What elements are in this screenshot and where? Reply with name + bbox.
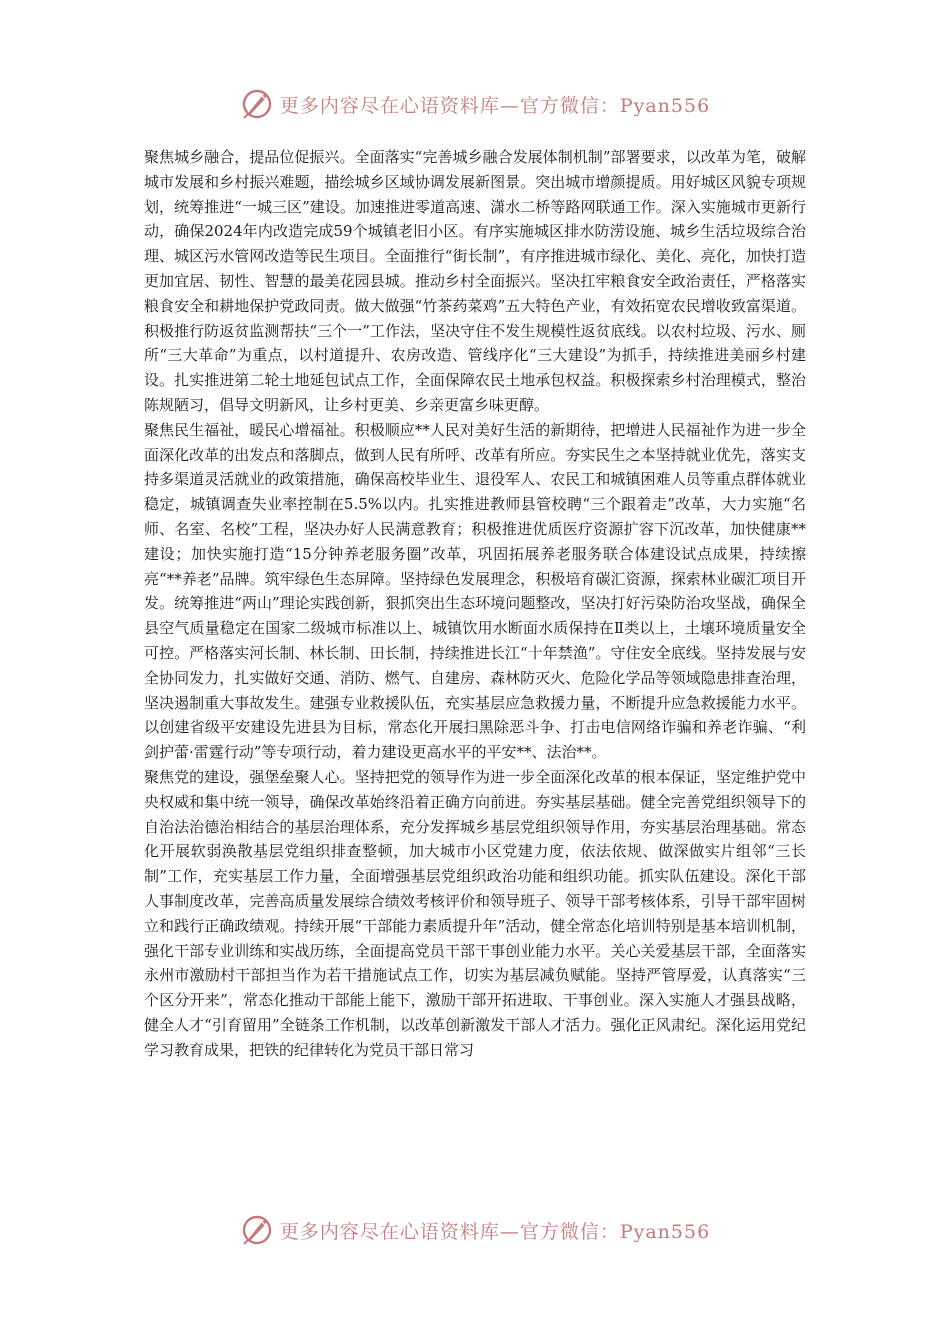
quill-pen-logo-icon bbox=[240, 87, 274, 121]
header-banner-text: 更多内容尽在心语资料库—官方微信：Pyan556 bbox=[279, 94, 711, 117]
paragraph-livelihood-wellbeing: 聚焦民生福祉，暖民心增福祉。积极顺应**人民对美好生活的新期待，把增进人民福祉作为进一步全面深化改革的出发点和落脚点，做到人民有所呼、改革有所应。夯实民生之本坚持就业优先，落实支持多渠道灵活就业的政策措施，确保高校毕业生、退役军人、农民工和城镇困难人员等重点群体就业稳定，城镇调查失业率控制在5.5%以内。扎实推进教师县管校聘“三个跟着走”改革，大力实施“名师、名室、名校”工程，坚决办好人民满意教育；积极推进优质医疗资源扩容下沉改革，加快健康**建设；加快实施打造“15分钟养老服务圈”改革，巩固拓展养老服务联合体建设试点成果，持续擦亮“**养老”品牌。筑牢绿色生态屏障。坚持绿色发展理念，积极培育碳汇资源，探索林业碳汇项目开发。统筹推进“两山”理论实践创新，狠抓突出生态环境问题整改，坚决打好污染防治攻坚战，确保全县空气质量稳定在国家二级城市标准以上、城镇饮用水断面水质保持在Ⅱ类以上，土壤环境质量安全可控。严格落实河长制、林长制、田长制，持续推进长江“十年禁渔”。守住安全底线。坚持发展与安全协同发力，扎实做好交通、消防、燃气、自建房、森林防灭火、危险化学品等领域隐患排查治理，坚决遏制重大事故发生。建强专业救援队伍，充实基层应急救援力量，不断提升应急救援能力水平。以创建省级平安建设先进县为目标，常态化开展扫黑除恶斗争、打击电信网络诈骗和养老诈骗、“利剑护蕾·雷霆行动”等专项行动，着力建设更高水平的平安**、法治**。 bbox=[144, 420, 806, 762]
footer-banner-text: 更多内容尽在心语资料库—官方微信：Pyan556 bbox=[279, 1220, 711, 1243]
document-body bbox=[144, 145, 806, 1062]
paragraph-urban-rural-integration: 聚焦城乡融合，提品位促振兴。全面落实“完善城乡融合发展体制机制”部署要求，以改革为笔，破解城市发展和乡村振兴难题，描绘城乡区域协调发展新图景。突出城市增颜提质。用好城区风貌专项规划，统筹推进“一城三区”建设。加速推进零道高速、潇水二桥等路网联通工作。深入实施城市更新行动，确保2024年内改造完成59个城镇老旧小区。有序实施城区排水防涝设施、城乡生活垃圾综合治理、城区污水管网改造等民生项目。全面推行“街长制”，有序推进城市绿化、美化、亮化，加快打造更加宜居、韧性、智慧的最美花园县城。推动乡村全面振兴。坚决扛牢粮食安全政治责任，严格落实粮食安全和耕地保护党政同责。做大做强“竹茶药菜鸡”五大特色产业，有效拓宽农民增收致富渠道。积极推行防返贫监测帮扶“三个一”工作法，坚决守住不发生规模性返贫底线。以农村垃圾、污水、厕所“三大革命”为重点，以村道提升、农房改造、管线序化“三大建设”为抓手，持续推进美丽乡村建设。扎实推进第二轮土地延包试点工作，全面保障农民土地承包权益。积极探索乡村治理模式，整治陈规陋习，倡导文明新风，让乡村更美、乡亲更富乡味更醇。 bbox=[144, 148, 806, 414]
header-banner bbox=[0, 84, 950, 124]
footer-banner bbox=[0, 1210, 950, 1250]
quill-pen-logo-icon bbox=[240, 1213, 274, 1247]
paragraph-party-building: 聚焦党的建设，强堡垒聚人心。坚持把党的领导作为进一步全面深化改革的根本保证，坚定维护党中央权威和集中统一领导，确保改革始终沿着正确方向前进。夯实基层基础。健全完善党组织领导下的自治法治德治相结合的基层治理体系，充分发挥城乡基层党组织领导作用，夯实基层治理基础。常态化开展软弱涣散基层党组织排查整顿，加大城市小区党建力度，依法依规、做深做实片组邻“三长制”工作，充实基层工作力量，全面增强基层党组织政治功能和组织功能。抓实队伍建设。深化干部人事制度改革，完善高质量发展综合绩效考核评价和领导班子、领导干部考核体系，引导干部牢固树立和践行正确政绩观。持续开展“干部能力素质提升年”活动，健全常态化培训特别是基本培训机制，强化干部专业训练和实战历练，全面提高党员干部干事创业能力水平。关心关爱基层干部，全面落实永州市激励村干部担当作为若干措施试点工作，切实为基层减负赋能。坚持严管厚爱，认真落实“三个区分开来”，常态化推动干部能上能下，激励干部开拓进取、干事创业。深入实施人才强县战略，健全人才“引育留用”全链条工作机制，以改革创新激发干部人才活力。强化正风肃纪。深化运用党纪学习教育成果，把铁的纪律转化为党员干部日常习 bbox=[144, 767, 806, 1059]
